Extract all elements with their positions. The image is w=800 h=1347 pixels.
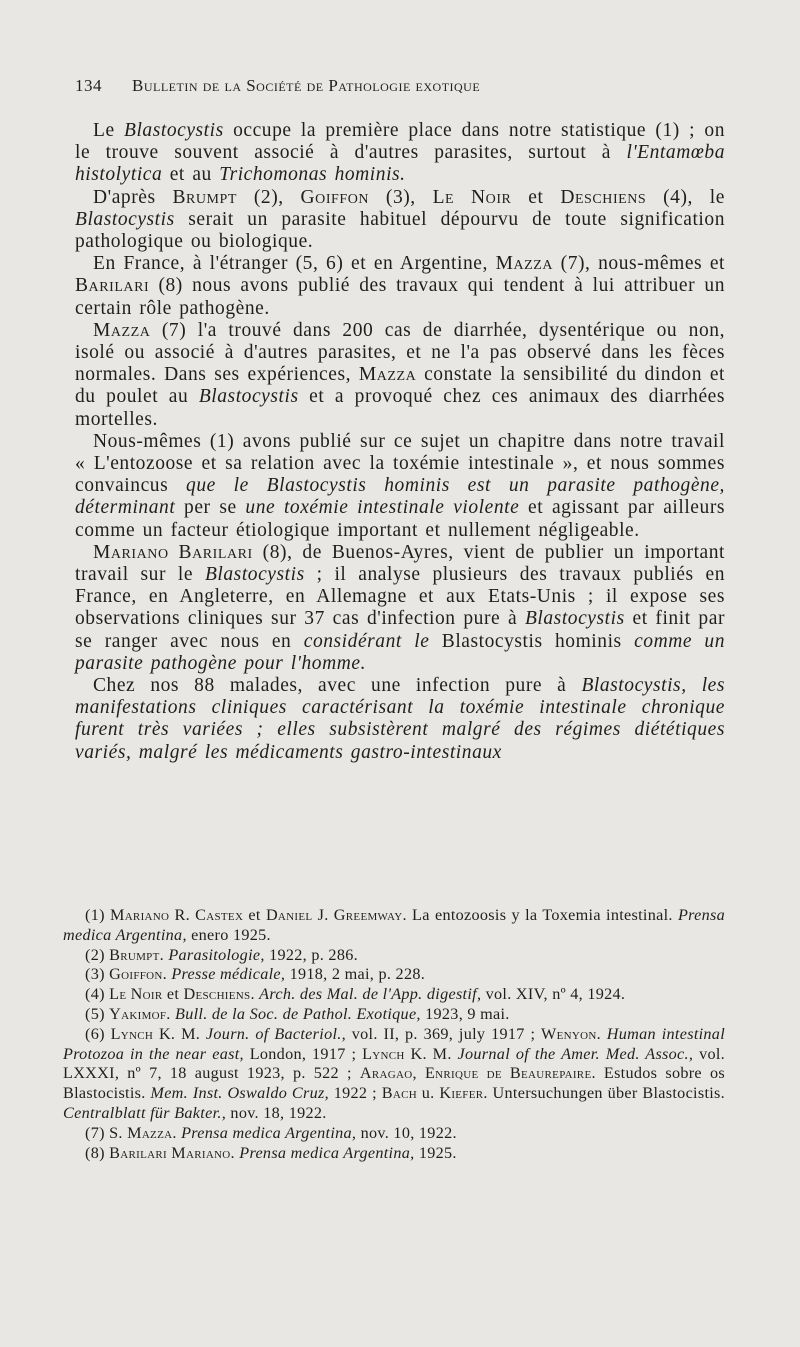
text: vol. XIV, nº 4, 1924.	[481, 985, 626, 1004]
text: 1923, 9 mai.	[420, 1004, 510, 1023]
journal-title: Parasitologie,	[168, 945, 265, 964]
text: (5)	[85, 1004, 110, 1023]
page-number: 134	[75, 76, 102, 95]
journal-title: Prensa medica Argentina,	[63, 906, 726, 944]
paragraph-3	[75, 253, 725, 320]
running-title: Bulletin de la Société de Pathologie exotique	[132, 76, 481, 95]
text: (8) nous avons publié des travaux qui tendent à lui attribuer un certain rôle pathogène.	[75, 275, 725, 319]
journal-title: Prensa medica Argentina,	[239, 1143, 415, 1162]
journal-title: Mem. Inst. Oswaldo Cruz,	[150, 1084, 329, 1103]
italic-text: Blastocystis	[75, 208, 175, 230]
text: Nous-mêmes (1) avons publié sur ce sujet un chapitre dans notre travail « L'entozoose et sa relation avec la toxémie intestinale », et nous sommes convaincus	[75, 430, 725, 497]
footnote-8	[63, 1144, 725, 1164]
author-name: Deschiens	[560, 186, 647, 208]
text: D'après	[93, 186, 173, 208]
author-name: Mariano R. Castex	[110, 906, 244, 924]
paragraph-4	[75, 320, 725, 431]
italic-text: Blastocystis, les manifestations cliniques caractérisant la toxémie intestinale chronique furent très variées ; elles subsistèrent malgré des régimes diététiques variés, malgré les médicaments gastro-intestinaux	[75, 675, 726, 763]
text: (4)	[85, 985, 110, 1004]
text: nov. 18, 1922.	[226, 1103, 327, 1122]
text: ; il analyse plusieurs des travaux publiés en France, en Angleterre, en Allemagne et aux Etats-Unis ; il expose ses observations cliniques sur 37 cas d'infection pure à	[75, 564, 725, 630]
text: (4), le	[646, 186, 725, 208]
text: (6)	[85, 1024, 111, 1043]
text: et agissant par ailleurs comme un facteur étiologique important et nullement négligeable.	[75, 497, 725, 541]
footnote-7	[63, 1124, 725, 1144]
text: et a provoqué chez ces animaux des diarrhées mortelles.	[75, 386, 725, 430]
footnote-1	[63, 906, 725, 946]
text: vol. II, p. 369, july 1917 ;	[345, 1024, 542, 1043]
author-name: Wenyon.	[541, 1024, 601, 1043]
italic-text: Blastocystis	[123, 120, 224, 141]
author-name: Aragao, Enrique de Beaurepaire.	[359, 1064, 596, 1083]
journal-title: Human intestinal Protozoa in the near east,	[63, 1024, 725, 1063]
text: et	[162, 985, 184, 1004]
footnote-5	[63, 1005, 725, 1025]
text: 1922, p. 286.	[264, 945, 358, 964]
author-name: Mazza	[495, 253, 553, 275]
footnotes	[63, 906, 725, 1163]
text: (3)	[85, 965, 110, 984]
italic-text: l'Entamœba histolytica	[75, 142, 725, 186]
text: et	[243, 906, 266, 924]
text: 1918, 2 mai, p. 228.	[285, 965, 426, 984]
text: et finit par se ranger avec nous en	[75, 608, 725, 652]
italic-text: considérant le	[303, 630, 430, 652]
italic-text: Blastocystis	[524, 608, 625, 630]
footnote-6	[63, 1025, 725, 1124]
text: (7) S.	[85, 1123, 128, 1142]
paragraph-2	[75, 187, 725, 254]
text: Chez nos 88 malades, avec une infection pure à	[93, 675, 582, 697]
author-name: Barilari	[75, 275, 150, 297]
author-name: Lynch	[362, 1044, 405, 1063]
italic-text: Blastocystis	[204, 564, 305, 586]
main-text	[75, 120, 725, 764]
italic-text: une toxémie intestinale violente	[245, 497, 520, 519]
text: per se	[175, 497, 246, 519]
footnote-2	[63, 946, 725, 966]
italic-text: que le Blastocystis hominis est un parasite pathogène, déterminant	[75, 475, 725, 519]
journal-title: Bull. de la Soc. de Pathol. Exotique,	[175, 1004, 421, 1023]
text: (7), nous-mêmes et	[553, 253, 725, 275]
author-name: Mazza	[358, 364, 417, 386]
paragraph-5	[75, 431, 725, 542]
text: Estudos sobre os Blastocistis.	[63, 1064, 725, 1103]
text: (1)	[85, 906, 110, 924]
author-name: Le Noir	[432, 186, 512, 208]
running-header	[75, 76, 635, 96]
author-name: Daniel J. Greemway.	[265, 906, 407, 924]
author-name: Kiefer.	[439, 1084, 488, 1103]
author-name: Bach	[381, 1084, 417, 1103]
author-name: Le Noir	[109, 985, 163, 1004]
journal-title: Journ. of Bacteriol.,	[205, 1024, 346, 1043]
text: nov. 10, 1922.	[356, 1123, 457, 1142]
author-name: Yakimof.	[109, 1004, 171, 1023]
italic-text: Blastocystis	[198, 386, 299, 408]
author-name: Deschiens.	[183, 985, 255, 1004]
journal-title: Centralblatt für Bakter.,	[63, 1103, 227, 1122]
author-name: Goiffon	[300, 186, 370, 208]
journal-title: Presse médicale,	[171, 965, 286, 984]
italic-text: comme un parasite pathogène pour l'homme.	[75, 630, 726, 674]
author-name: Barilari Mariano.	[109, 1143, 235, 1162]
text: En France, à l'étranger (5, 6) et en Argentine,	[93, 253, 496, 275]
author-name: Lynch	[110, 1024, 154, 1043]
text: serait un parasite habituel dépourvu de toute signification pathologique ou biologique.	[75, 208, 725, 253]
paragraph-6	[75, 542, 725, 675]
footnote-4	[63, 985, 725, 1005]
author-name: Brumpt.	[109, 945, 164, 964]
text: et au	[162, 164, 220, 186]
text: 1925.	[414, 1143, 457, 1162]
text: (8)	[85, 1143, 110, 1162]
text: (3),	[369, 186, 433, 208]
text: K. M.	[153, 1024, 206, 1043]
text: (7) l'a trouvé dans 200 cas de diarrhée, dysentérique ou non, isolé ou associé à d'autres parasites, et ne l'a pas observé dans les fèces normales. Dans ses expériences,	[75, 319, 725, 386]
text: enero 1925.	[186, 925, 271, 944]
text: 1922 ;	[328, 1084, 382, 1103]
text: et	[511, 186, 561, 208]
text: (8), de Buenos-Ayres, vient de publier un important travail sur le	[75, 541, 726, 586]
journal-title: Journal of the Amer. Med. Assoc.,	[457, 1044, 694, 1063]
text: constate la sensibilité du dindon et du poulet au	[75, 364, 725, 408]
text: Le	[93, 120, 124, 141]
author-name: Brumpt	[172, 186, 237, 208]
text: vol. LXXXI, nº 7, 18 august 1923, p. 522 ;	[63, 1044, 726, 1083]
author-name: Mariano Barilari	[93, 541, 253, 563]
paragraph-1	[75, 120, 725, 187]
italic-text: Trichomonas hominis.	[219, 164, 406, 186]
paragraph-7	[75, 675, 725, 764]
author-name: Mazza.	[127, 1123, 177, 1142]
text: La entozoosis y la Toxemia intestinal.	[406, 906, 678, 924]
text: occupe la première place dans notre statistique (1) ; on le trouve souvent associé à d'autres parasites, surtout à	[75, 120, 725, 164]
text: London, 1917 ;	[243, 1044, 363, 1063]
text: Untersuchungen über Blastocistis.	[487, 1084, 725, 1103]
text: Blastocystis hominis	[429, 630, 635, 652]
footnote-3	[63, 965, 725, 985]
journal-title: Arch. des Mal. de l'App. digestif,	[259, 985, 482, 1004]
text: (2),	[237, 186, 301, 208]
text: (2)	[85, 945, 110, 964]
journal-title: Prensa medica Argentina,	[181, 1123, 357, 1142]
author-name: Goiffon.	[109, 965, 167, 984]
text: u.	[416, 1084, 440, 1103]
author-name: Mazza	[93, 319, 151, 341]
text: K. M.	[404, 1044, 458, 1063]
